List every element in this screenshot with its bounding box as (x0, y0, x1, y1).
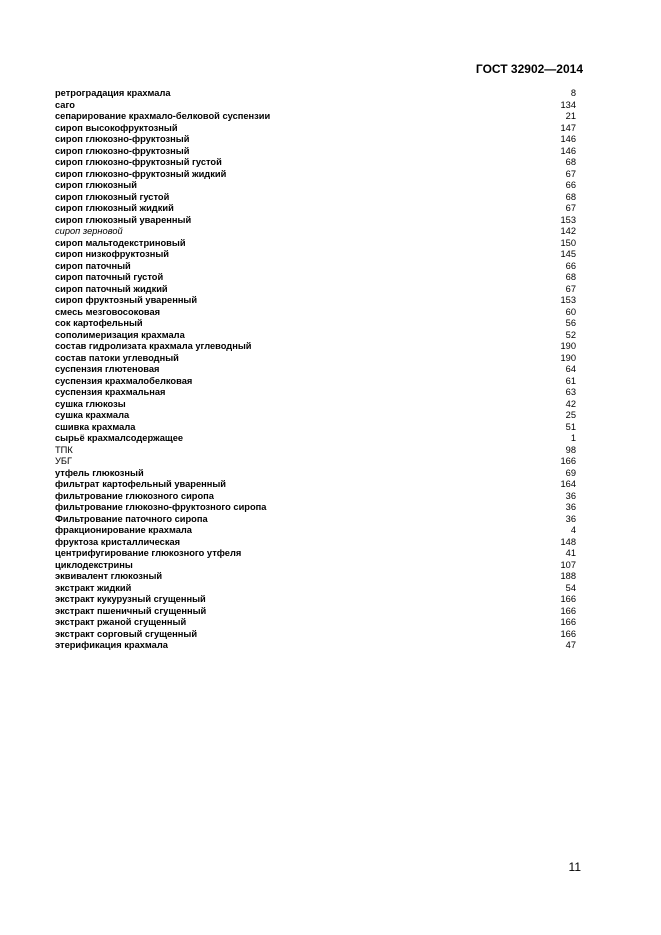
index-term: ТПК (55, 444, 73, 455)
index-entry (55, 571, 576, 583)
index-page-ref: 56 (565, 318, 576, 328)
index-page-ref: 67 (565, 283, 576, 294)
index-term: фильтрат картофельный уваренный (55, 479, 227, 489)
index-term: сироп фруктозный уваренный (55, 295, 198, 305)
index-entry (55, 399, 576, 411)
index-entry (55, 364, 576, 376)
index-page-ref: 166 (560, 617, 576, 627)
index-page-ref: 190 (560, 341, 576, 351)
index-page-ref: 166 (560, 628, 576, 639)
index-term: состав гидролизата крахмала углеводный (55, 341, 252, 351)
index-entry (55, 111, 576, 123)
index-page-ref: 153 (560, 295, 576, 305)
index-page-ref: 36 (565, 513, 576, 524)
index-entry (55, 606, 576, 618)
index-page-ref: 36 (565, 490, 576, 501)
index-page-ref: 21 (565, 111, 576, 121)
index-page-ref: 150 (560, 237, 576, 248)
index-entry (55, 514, 576, 526)
index-page-ref: 61 (565, 375, 576, 386)
index-page-ref: 147 (560, 122, 576, 133)
index-page-ref: 153 (560, 214, 576, 225)
index-page-ref: 69 (565, 467, 576, 478)
index-page-ref: 25 (565, 410, 576, 420)
index-page-ref: 142 (560, 226, 576, 236)
index-entry (55, 180, 576, 192)
index-entry (55, 583, 576, 595)
index-term: экстракт жидкий (55, 582, 132, 593)
index-entry (55, 134, 576, 146)
index-page-ref: 107 (560, 559, 576, 570)
alphabetical-index (55, 88, 576, 652)
index-term: сепарирование крахмало-белковой суспензии (55, 111, 271, 121)
index-entry (55, 629, 576, 641)
index-entry (55, 548, 576, 560)
index-entry (55, 376, 576, 388)
index-term: сироп глюкозно-фруктозный (55, 134, 190, 144)
index-entry (55, 88, 576, 100)
index-term: утфель глюкозный (55, 467, 144, 478)
index-page-ref: 41 (565, 548, 576, 558)
index-page-ref: 1 (570, 433, 576, 443)
index-page-ref: 68 (565, 191, 576, 202)
index-entry (55, 525, 576, 537)
index-entry (55, 353, 576, 365)
index-entry (55, 169, 576, 181)
index-page-ref: 67 (565, 168, 576, 179)
index-entry (55, 479, 576, 491)
index-term: Фильтрование паточного сиропа (55, 513, 208, 524)
index-term: фильтрование глюкозно-фруктозного сиропа (55, 502, 267, 512)
index-page-ref: 63 (565, 387, 576, 397)
index-page-ref: 42 (565, 398, 576, 409)
index-entry (55, 192, 576, 204)
index-page-ref: 52 (565, 329, 576, 340)
index-page-ref: 166 (560, 594, 576, 604)
index-term: фруктоза кристаллическая (55, 536, 181, 547)
index-term: эквивалент глюкозный (55, 571, 163, 581)
index-term: сшивка крахмала (55, 421, 136, 432)
index-entry (55, 456, 576, 468)
index-entry (55, 272, 576, 284)
index-term: экстракт пшеничный сгущенный (55, 605, 207, 616)
index-entry (55, 318, 576, 330)
index-entry (55, 123, 576, 135)
index-page-ref: 64 (565, 364, 576, 374)
index-entry (55, 157, 576, 169)
index-page-ref: 66 (565, 260, 576, 271)
index-entry (55, 640, 576, 652)
index-entry (55, 502, 576, 514)
index-entry (55, 445, 576, 457)
index-entry (55, 146, 576, 158)
index-page-ref: 98 (565, 444, 576, 455)
index-term: сироп низкофруктозный (55, 249, 169, 259)
index-entry (55, 410, 576, 422)
index-entry (55, 203, 576, 215)
index-entry (55, 387, 576, 399)
index-entry (55, 422, 576, 434)
index-term: УБГ (55, 456, 73, 466)
index-term: сушка крахмала (55, 410, 130, 420)
index-term: смесь мезговосоковая (55, 306, 161, 317)
index-term: фильтрование глюкозного сиропа (55, 490, 214, 501)
index-term: сироп мальтодекстриновый (55, 237, 186, 248)
index-term: сироп глюкозный густой (55, 191, 170, 202)
index-term: сушка глюкозы (55, 398, 126, 409)
index-page-ref: 134 (560, 99, 576, 110)
index-entry (55, 226, 576, 238)
index-page-ref: 68 (565, 272, 576, 282)
index-term: суспензия крахмалобелковая (55, 375, 193, 386)
index-term: сополимеризация крахмала (55, 329, 185, 340)
index-page-ref: 145 (560, 249, 576, 259)
page-number: 11 (568, 860, 581, 874)
index-term: сырьё крахмалсодержащее (55, 433, 184, 443)
index-page-ref: 47 (565, 640, 576, 650)
index-term: сироп глюкозно-фруктозный жидкий (55, 168, 227, 179)
index-entry (55, 215, 576, 227)
index-page-ref: 148 (560, 536, 576, 547)
index-term: суспензия крахмальная (55, 387, 166, 397)
index-page-ref: 36 (565, 502, 576, 512)
index-term: сироп паточный (55, 260, 131, 271)
index-page-ref: 68 (565, 157, 576, 167)
index-term: центрифугирование глюкозного утфеля (55, 548, 242, 558)
index-page-ref: 60 (565, 306, 576, 317)
index-term: экстракт сорговый сгущенный (55, 628, 198, 639)
index-entry (55, 307, 576, 319)
index-entry (55, 330, 576, 342)
index-entry (55, 341, 576, 353)
index-term: этерификация крахмала (55, 640, 168, 650)
index-page-ref: 54 (565, 582, 576, 593)
index-term: сироп глюкозный (55, 180, 137, 190)
index-entry (55, 491, 576, 503)
index-term: экстракт кукурузный сгущенный (55, 594, 206, 604)
index-entry (55, 295, 576, 307)
index-term: циклодекстрины (55, 559, 133, 570)
index-term: саго (55, 99, 75, 110)
document-standard-header: ГОСТ 32902—2014 (475, 62, 583, 76)
index-page-ref: 51 (565, 421, 576, 432)
index-page-ref: 146 (560, 134, 576, 144)
index-term: сироп паточный густой (55, 272, 164, 282)
index-term: сироп высокофруктозный (55, 122, 178, 133)
index-entry (55, 249, 576, 261)
index-term: сироп глюкозно-фруктозный (55, 145, 190, 156)
index-entry (55, 261, 576, 273)
index-term: сироп глюкозный жидкий (55, 203, 174, 213)
index-term: экстракт ржаной сгущенный (55, 617, 187, 627)
index-term: ретроградация крахмала (55, 88, 171, 98)
index-entry (55, 284, 576, 296)
index-term: суспензия глютеновая (55, 364, 160, 374)
index-term: сироп глюкозно-фруктозный густой (55, 157, 222, 167)
index-entry (55, 238, 576, 250)
index-entry (55, 433, 576, 445)
index-entry (55, 468, 576, 480)
index-term: сок картофельный (55, 318, 143, 328)
index-entry (55, 100, 576, 112)
index-term: состав патоки углеводный (55, 352, 179, 363)
index-page-ref: 66 (565, 180, 576, 190)
index-term: сироп паточный жидкий (55, 283, 168, 294)
index-entry (55, 617, 576, 629)
index-term: сироп зерновой (55, 226, 123, 236)
index-page-ref: 8 (570, 88, 576, 98)
index-page-ref: 67 (565, 203, 576, 213)
index-page-ref: 166 (560, 456, 576, 466)
index-page-ref: 190 (560, 352, 576, 363)
index-page-ref: 164 (560, 479, 576, 489)
index-entry (55, 537, 576, 549)
index-term: сироп глюкозный уваренный (55, 214, 192, 225)
index-page-ref: 4 (570, 525, 576, 535)
index-entry (55, 560, 576, 572)
index-entry (55, 594, 576, 606)
index-term: фракционирование крахмала (55, 525, 192, 535)
index-page-ref: 146 (560, 145, 576, 156)
index-page-ref: 188 (560, 571, 576, 581)
index-page-ref: 166 (560, 605, 576, 616)
